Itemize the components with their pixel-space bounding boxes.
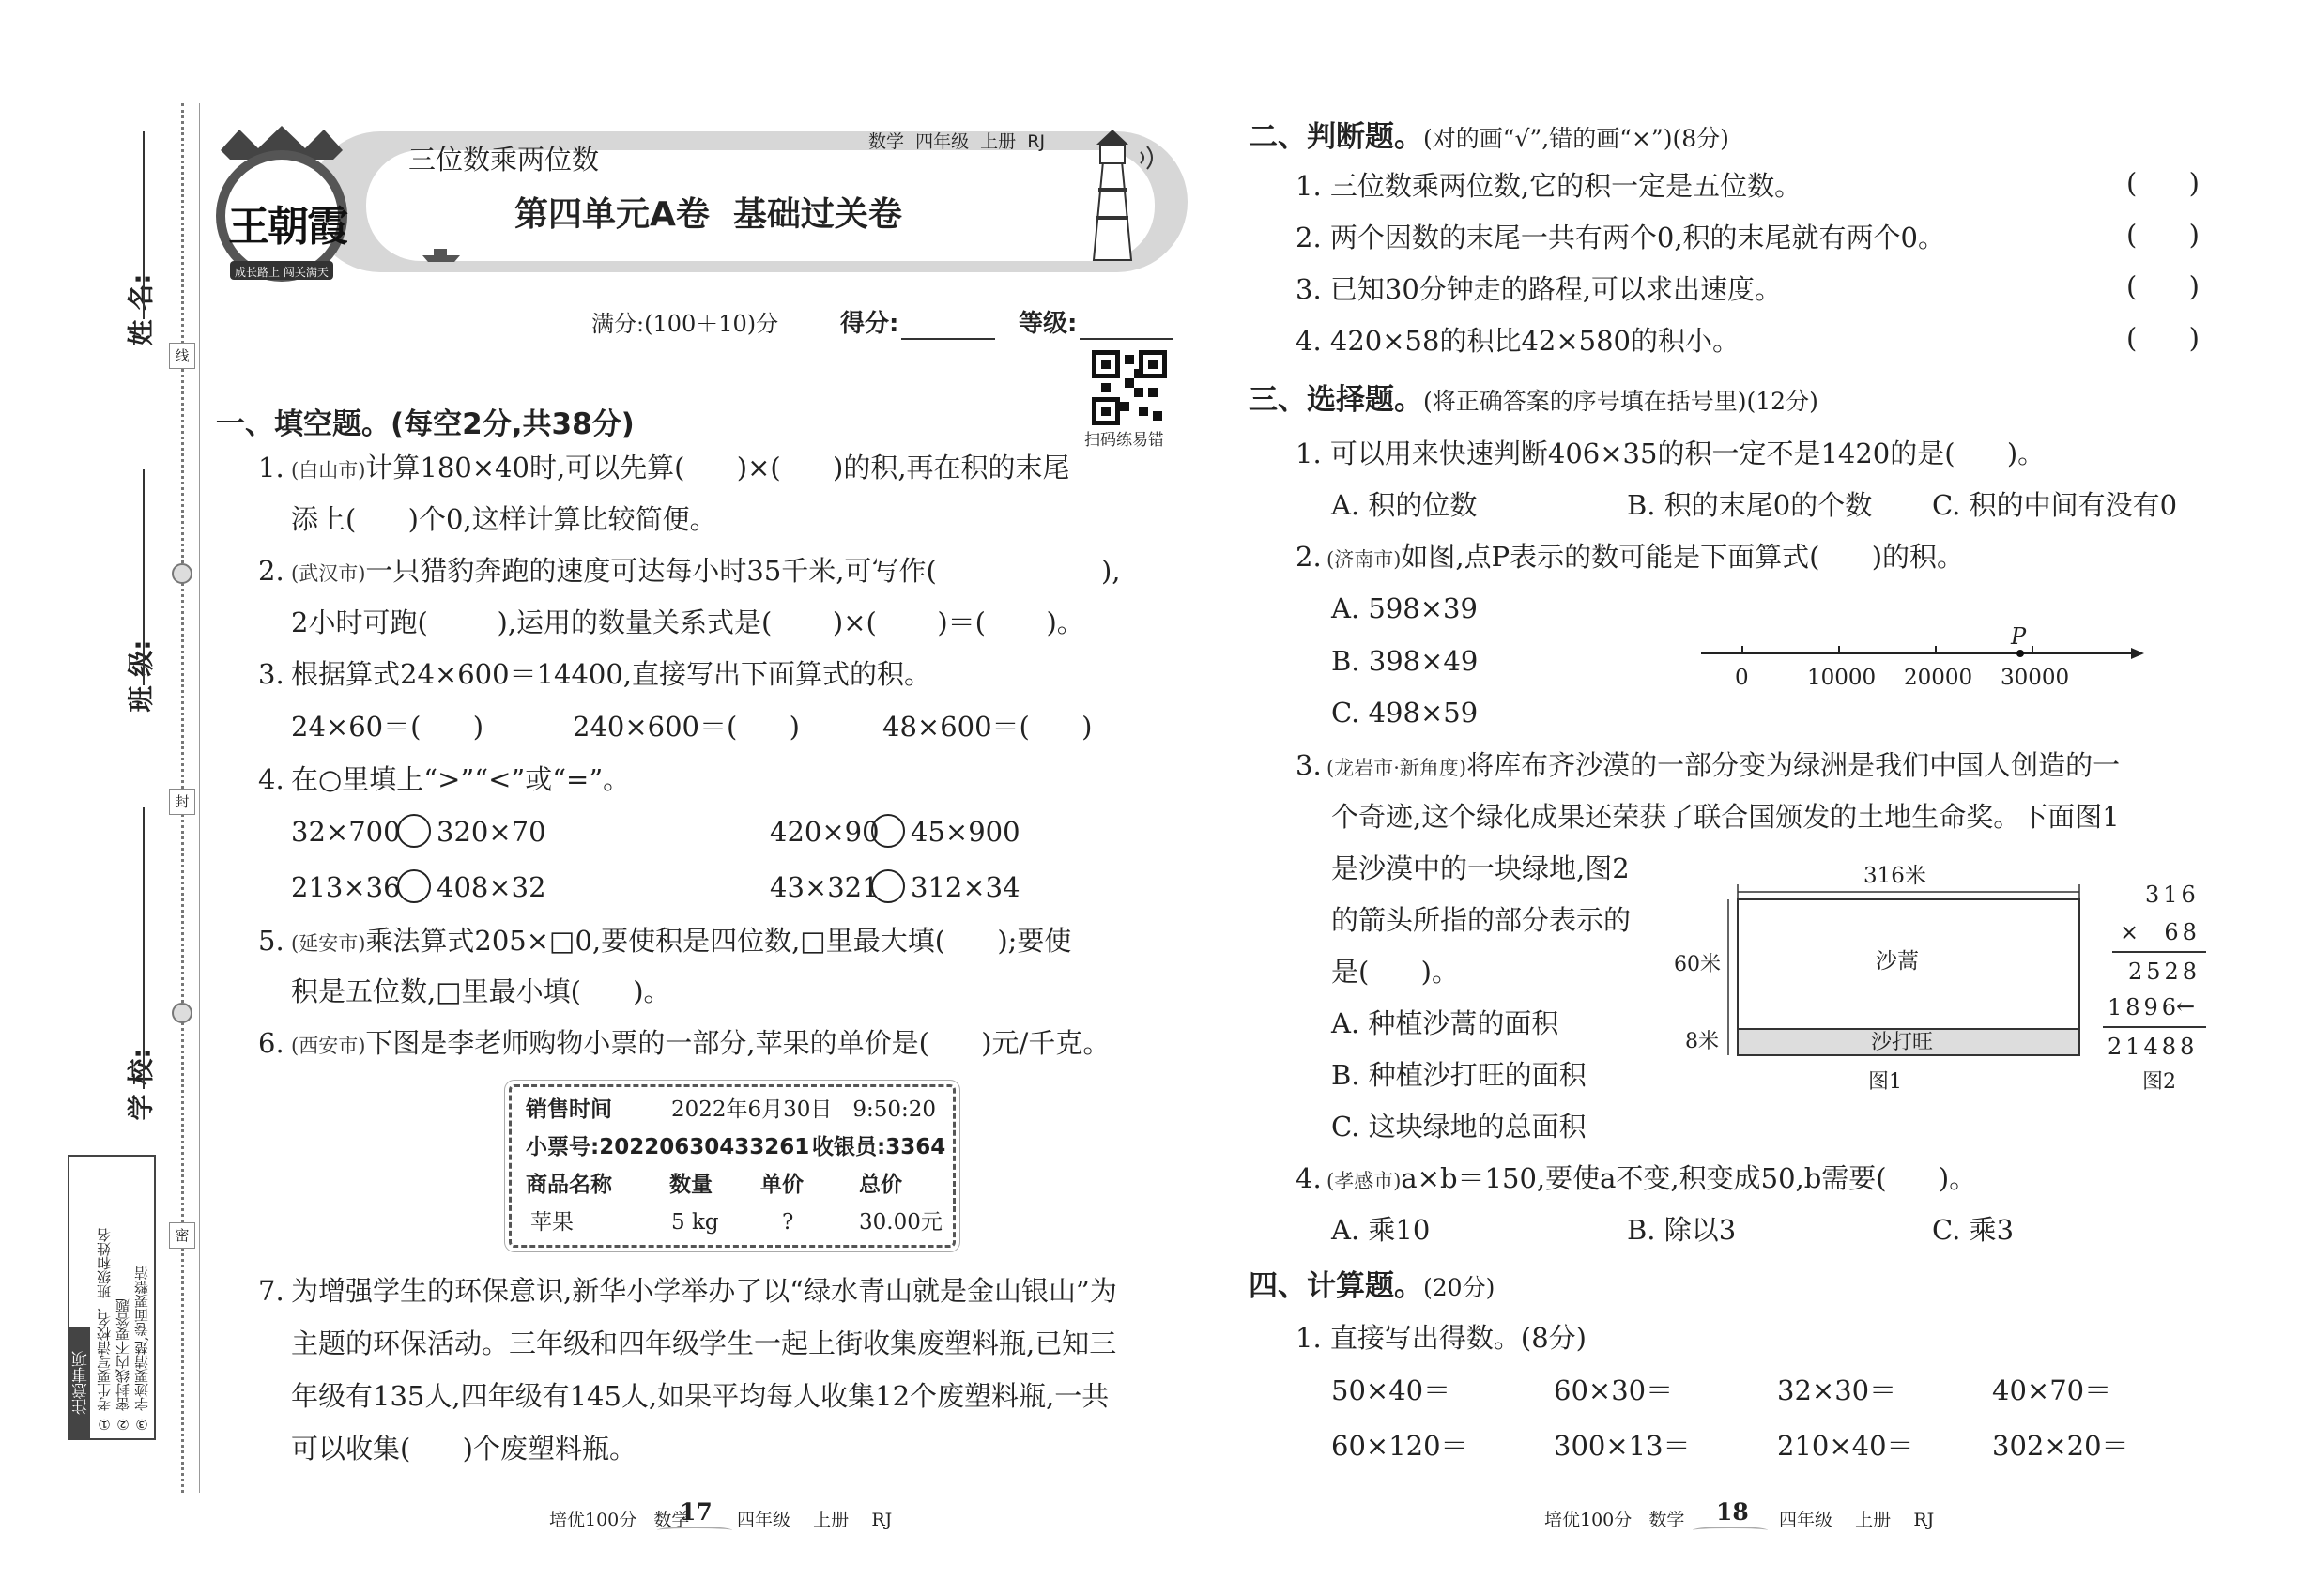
choice3-option-a[interactable]: A. 种植沙蒿的面积: [1331, 1007, 1559, 1039]
point-p-label: P: [2011, 623, 2027, 650]
q3-item-1: 24×60＝( ): [291, 711, 484, 743]
score-total: 满分:(100＋10)分: [591, 311, 779, 337]
q4-number: 4.: [258, 763, 284, 795]
q1-line2: 添上( )个0,这样计算比较简便。: [291, 503, 717, 535]
lighthouse-icon: [1061, 124, 1164, 265]
grade-label: 等级:: [1019, 310, 1078, 338]
right-footer-info: 四年级 上册 RJ: [1779, 1510, 1935, 1530]
figure1-area1: 沙蒿: [1876, 949, 1919, 974]
ship-icon: [421, 246, 462, 263]
seal-tag-2: 封: [169, 789, 195, 815]
receipt-ticket: 小票号:20220630433261: [526, 1135, 810, 1159]
choice1-option-c[interactable]: C. 积的中间有没有0: [1932, 489, 2178, 521]
choice3-line4: 的箭头所指的部分表示的: [1331, 904, 1632, 936]
q4-circle-4[interactable]: [871, 869, 905, 903]
binding-solid-line: [199, 103, 200, 1493]
figure2-caption: 图2: [2142, 1070, 2176, 1094]
section4-title: 四、计算题。: [1249, 1269, 1423, 1303]
section4-note: (20分): [1423, 1274, 1495, 1301]
tick-label-30000: 30000: [2001, 666, 2070, 690]
q6-source: (西安市): [291, 1035, 366, 1057]
figure2-line-2: [2103, 1026, 2206, 1028]
receipt-row-name: 苹果: [530, 1210, 574, 1235]
q7-line2: 主题的环保活动。三年级和四年级学生一起上街收集废塑料瓶,已知三: [291, 1327, 1117, 1359]
notes-box: [68, 1155, 156, 1440]
q3-item-2: 240×600＝( ): [573, 711, 800, 743]
q4-line1: 在○里填上“>”“<”或“=”。: [291, 763, 631, 795]
figure2-row-5: 21488: [2108, 1034, 2199, 1060]
q2-line1: [291, 554, 1121, 591]
choice3-line5: 是( )。: [1331, 956, 1459, 988]
calc-r2-4[interactable]: 302×20＝: [1992, 1430, 2129, 1462]
judge-item-4: 4. 420×58的积比42×580的积小。: [1296, 325, 1740, 357]
seal-tag-3: 密: [169, 1222, 195, 1249]
choice2-option-b[interactable]: B. 398×49: [1331, 645, 1479, 677]
q5-number: 5.: [258, 925, 284, 957]
choice3-number: 3.: [1296, 749, 1322, 781]
right-footer-wave: [1693, 1527, 1768, 1534]
left-footer-wave: [657, 1527, 732, 1534]
section1-heading: 一、填空题。(每空2分,共38分): [216, 407, 635, 441]
judge-item-3: 3. 已知30分钟走的路程,可以求出速度。: [1296, 273, 1783, 305]
choice3-source: (龙岩市·新角度): [1326, 757, 1467, 779]
calc-r2-3[interactable]: 210×40＝: [1777, 1430, 1914, 1462]
notes-title: 注意事项: [69, 1327, 90, 1438]
receipt-header-qty: 数量: [669, 1173, 713, 1197]
receipt-header-price: 单价: [760, 1173, 804, 1197]
right-footer-page: 18: [1716, 1498, 1749, 1526]
logo-tag: 成长路上 闯关满天: [235, 266, 329, 279]
choice4-body: a×b＝150,要使a不变,积变成50,b需要( )。: [1401, 1162, 1977, 1194]
q2-number: 2.: [258, 555, 284, 587]
school-label: 学 校:: [125, 1048, 157, 1121]
q1-number: 1.: [258, 452, 284, 483]
section2-title: 二、判断题。: [1249, 120, 1423, 154]
judge-answer-2[interactable]: ( ): [2126, 219, 2200, 251]
receipt-row-total: 30.00元: [859, 1210, 943, 1235]
receipt-time-label: 销售时间: [526, 1097, 612, 1122]
number-line-arrow: [2131, 648, 2144, 659]
note-2: ② 密封线内不要答题: [115, 1298, 131, 1433]
q1-line1: [291, 451, 1070, 487]
q1-text1: 计算180×40时,可以先算( )×( )的积,再在积的末尾: [365, 452, 1070, 483]
choice4-number: 4.: [1296, 1162, 1322, 1194]
figure1-width-label: 316米: [1863, 864, 1926, 888]
choice2-body: 如图,点P表示的数可能是下面算式( )的积。: [1401, 541, 1965, 573]
choice3-line2: 个奇迹,这个绿化成果还荣获了联合国颁发的土地生命奖。下面图1: [1331, 801, 2120, 833]
figure1-caption: 图1: [1868, 1070, 1902, 1094]
tick-label-10000: 10000: [1807, 666, 1877, 690]
q4-item-2-right: 45×900: [911, 816, 1020, 848]
q4-circle-1[interactable]: [397, 814, 431, 848]
receipt-row-qty: 5 kg: [671, 1210, 719, 1235]
q4-item-3-left: 213×36: [291, 871, 401, 903]
q2-source: (武汉市): [291, 562, 366, 585]
note-1: ① 考生要写清校名、班级和姓名: [96, 1228, 113, 1433]
choice1-text: 1. 可以用来快速判断406×35的积一定不是1420的是( )。: [1296, 437, 2046, 469]
binding-hole-2: [172, 1003, 192, 1023]
choice3-text1: 将库布齐沙漠的一部分变为绿洲是我们中国人创造的一: [1466, 749, 2121, 781]
q4-circle-2[interactable]: [871, 814, 905, 848]
class-line[interactable]: [143, 469, 145, 685]
calc-q1-title: 1. 直接写出得数。(8分): [1296, 1322, 1587, 1354]
choice4-option-b[interactable]: B. 除以3: [1627, 1214, 1737, 1246]
q7-line3: 年级有135人,四年级有145人,如果平均每人收集12个废塑料瓶,一共: [291, 1380, 1110, 1412]
binding-hole-1: [172, 563, 192, 584]
calc-r2-2[interactable]: 300×13＝: [1554, 1430, 1691, 1462]
choice3-line3: 是沙漠中的一块绿地,图2: [1331, 852, 1630, 884]
grade-field[interactable]: [1080, 338, 1173, 340]
seal-tag-1: 线: [169, 343, 195, 369]
score-label: 得分:: [840, 310, 899, 338]
choice2-option-c[interactable]: C. 498×59: [1331, 697, 1479, 729]
logo-text: 王朝霞: [228, 203, 346, 251]
calc-r1-3[interactable]: 32×30＝: [1777, 1374, 1897, 1406]
q3-number: 3.: [258, 658, 284, 690]
judge-answer-3[interactable]: ( ): [2126, 270, 2200, 302]
judge-item-2: 2. 两个因数的末尾一共有两个0,积的末尾就有两个0。: [1296, 222, 1946, 253]
class-label: 班 级:: [125, 639, 157, 713]
left-footer-info: 四年级 上册 RJ: [737, 1510, 893, 1530]
q4-item-1-left: 32×700: [291, 816, 401, 848]
choice4-option-c[interactable]: C. 乘3: [1932, 1214, 2015, 1246]
figure1-h1-label: 60米: [1674, 953, 1721, 976]
figure2-line-1: [2112, 951, 2206, 953]
receipt-cashier: 收银员:3364: [812, 1135, 946, 1159]
right-footer-book: 培优100分 数学: [1544, 1510, 1685, 1530]
choice3-option-b[interactable]: B. 种植沙打旺的面积: [1331, 1059, 1587, 1091]
q4-circle-3[interactable]: [397, 869, 431, 903]
choice3-line1: [1326, 748, 2120, 785]
name-label: 姓 名:: [125, 273, 157, 346]
q5-line2: 积是五位数,□里最小填( )。: [291, 975, 671, 1007]
receipt-time-value: 2022年6月30日 9:50:20: [671, 1097, 937, 1122]
q5-text1: 乘法算式205×□0,要使积是四位数,□里最大填( );要使: [365, 925, 1072, 957]
figure2-arrow-icon: ←: [2176, 993, 2196, 1020]
q3-line1: 根据算式24×600＝14400,直接写出下面算式的积。: [291, 658, 932, 690]
choice2-option-a[interactable]: A. 598×39: [1331, 592, 1478, 624]
q3-item-3: 48×600＝( ): [882, 711, 1093, 743]
q7-line4: 可以收集( )个废塑料瓶。: [291, 1433, 636, 1465]
q1-source: (白山市): [291, 459, 366, 482]
choice2-source: (济南市): [1326, 548, 1402, 571]
figure1-h2-label: 8米: [1685, 1030, 1719, 1053]
receipt-row-price: ?: [782, 1210, 794, 1235]
figure2-row-3: 2528: [2128, 959, 2201, 985]
calc-r1-4[interactable]: 40×70＝: [1992, 1374, 2112, 1406]
choice4-text: [1326, 1161, 1976, 1198]
header-subtitle: 三位数乘两位数: [408, 144, 600, 176]
choice2-text: [1326, 540, 1964, 576]
q7-number: 7.: [258, 1275, 284, 1307]
calc-r1-1[interactable]: 50×40＝: [1331, 1374, 1451, 1406]
q4-item-3-right: 408×32: [437, 871, 546, 903]
choice3-option-c[interactable]: C. 这块绿地的总面积: [1331, 1111, 1587, 1143]
tick-label-0: 0: [1735, 666, 1749, 690]
section3-heading: [1249, 383, 1818, 419]
section4-heading: [1249, 1269, 1495, 1305]
q4-item-2-left: 420×90: [770, 816, 880, 848]
figure2-row-4: 1896: [2108, 994, 2181, 1021]
judge-item-1: 1. 三位数乘两位数,它的积一定是五位数。: [1296, 170, 1802, 202]
name-line[interactable]: [143, 131, 145, 319]
choice1-option-b[interactable]: B. 积的末尾0的个数: [1627, 489, 1873, 521]
calc-r2-1[interactable]: 60×120＝: [1331, 1430, 1468, 1462]
receipt-header-name: 商品名称: [526, 1173, 612, 1197]
note-3: ③ 字迹要清楚,卷面要整洁: [133, 1266, 150, 1433]
section2-heading: [1249, 120, 1729, 156]
q2-text1: 一只猎豹奔跑的速度可达每小时35千米,可写作( ),: [365, 555, 1121, 587]
q5-source: (延安市): [291, 932, 366, 955]
q2-line2: 2小时可跑( ),运用的数量关系式是( )×( )＝( )。: [291, 606, 1084, 638]
q6-number: 6.: [258, 1027, 284, 1059]
header-meta: 数学 四年级 上册 RJ: [868, 131, 1046, 152]
header-title: 第四单元A卷 基础过关卷: [514, 195, 902, 234]
calc-r1-2[interactable]: 60×30＝: [1554, 1374, 1674, 1406]
figure2-row-2: × 68: [2120, 919, 2200, 945]
q4-item-1-right: 320×70: [437, 816, 546, 848]
choice4-source: (孝感市): [1326, 1170, 1402, 1192]
left-footer-page: 17: [680, 1498, 713, 1526]
choice2-number: 2.: [1296, 541, 1322, 573]
choice1-option-a[interactable]: A. 积的位数: [1331, 489, 1478, 521]
section3-note: (将正确答案的序号填在括号里)(12分): [1423, 388, 1818, 415]
figure1-area2: 沙打旺: [1871, 1031, 1934, 1054]
score-field[interactable]: [901, 338, 995, 340]
q6-text1: 下图是李老师购物小票的一部分,苹果的单价是( )元/千克。: [365, 1027, 1111, 1059]
judge-answer-1[interactable]: ( ): [2126, 167, 2200, 199]
q7-line1: 为增强学生的环保意识,新华小学举办了以“绿水青山就是金山银山”为: [291, 1275, 1117, 1307]
q4-item-4-left: 43×321: [770, 871, 880, 903]
tick-label-20000: 20000: [1904, 666, 1973, 690]
figure2-row-1: 316: [2145, 882, 2200, 908]
section3-title: 三、选择题。: [1249, 383, 1423, 417]
receipt-header-total: 总价: [859, 1173, 902, 1197]
q4-item-4-right: 312×34: [911, 871, 1020, 903]
q6-line1: [291, 1026, 1110, 1063]
choice4-option-a[interactable]: A. 乘10: [1331, 1214, 1431, 1246]
judge-answer-4[interactable]: ( ): [2126, 322, 2200, 354]
qr-caption: 扫码练易错: [1084, 431, 1164, 450]
qr-code-icon[interactable]: [1092, 350, 1167, 425]
school-line[interactable]: [143, 807, 145, 1089]
section2-note: (对的画“√”,错的画“×”)(8分): [1423, 125, 1729, 152]
q5-line1: [291, 924, 1071, 960]
left-footer-book: 培优100分 数学: [549, 1510, 690, 1530]
